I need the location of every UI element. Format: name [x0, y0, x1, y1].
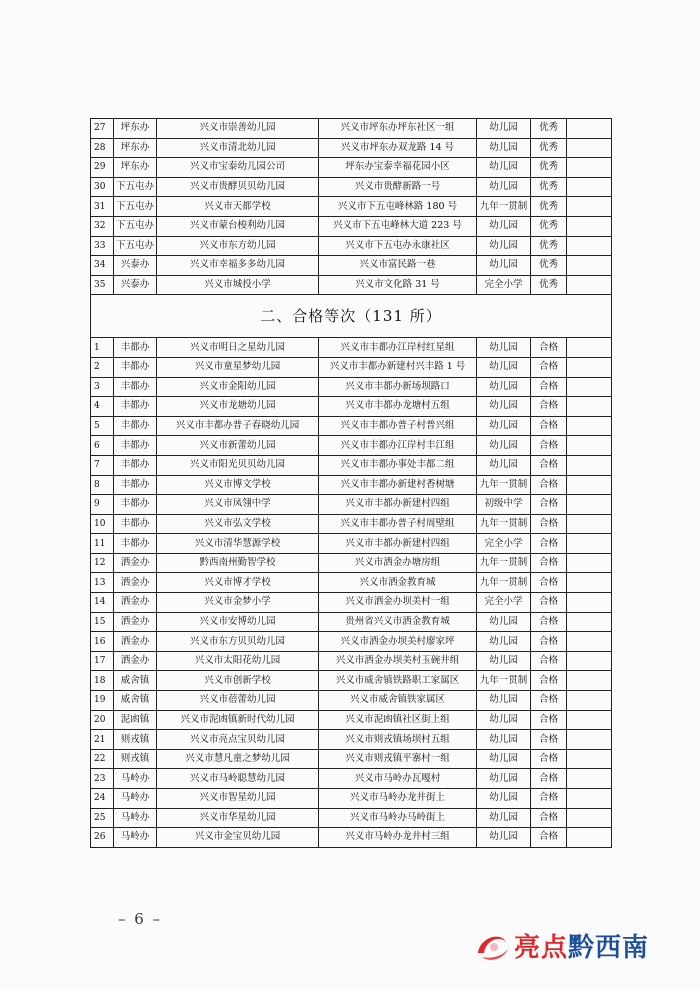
row-address: 兴义市威舍镇铁家属区: [319, 691, 477, 711]
row-district: 丰都办: [114, 377, 157, 397]
row-blank: [567, 177, 612, 197]
row-number: 12: [91, 553, 114, 573]
row-district: 泥凼镇: [114, 710, 157, 730]
table-row: [91, 691, 612, 711]
row-school-name: 兴义市金阳幼儿园: [157, 377, 319, 397]
row-blank: [567, 593, 612, 613]
row-school-type: 幼儿园: [477, 177, 531, 197]
row-district: 丰都办: [114, 357, 157, 377]
row-school-name: 兴义市城投小学: [157, 275, 319, 295]
row-blank: [567, 808, 612, 828]
table-row: [91, 769, 612, 789]
row-grade: 优秀: [531, 138, 567, 158]
section-heading-row: [91, 295, 612, 338]
row-school-name: 兴义市东方贝贝幼儿园: [157, 632, 319, 652]
row-grade: 合格: [531, 514, 567, 534]
row-school-name: 兴义市明日之星幼儿园: [157, 338, 319, 358]
row-district: 洒金办: [114, 593, 157, 613]
row-district: 下五屯办: [114, 236, 157, 256]
row-school-name: 兴义市创新学校: [157, 671, 319, 691]
row-number: 25: [91, 808, 114, 828]
row-address: 兴义市下五屯峰林大道 223 号: [319, 216, 477, 236]
row-blank: [567, 475, 612, 495]
row-number: 3: [91, 377, 114, 397]
row-blank: [567, 789, 612, 809]
row-district: 马岭办: [114, 789, 157, 809]
row-address: 兴义市威舍镇铁路职工家属区: [319, 671, 477, 691]
table-row: [91, 197, 612, 217]
row-blank: [567, 514, 612, 534]
row-grade: 合格: [531, 377, 567, 397]
row-school-name: 兴义市马岭聪慧幼儿园: [157, 769, 319, 789]
row-address: 兴义市丰都办江岸村丰江组: [319, 436, 477, 456]
row-blank: [567, 730, 612, 750]
row-district: 洒金办: [114, 612, 157, 632]
row-number: 30: [91, 177, 114, 197]
table-row: [91, 416, 612, 436]
row-district: 坪东办: [114, 158, 157, 178]
row-blank: [567, 495, 612, 515]
row-school-name: 兴义市金梦小学: [157, 593, 319, 613]
table-row: [91, 256, 612, 276]
row-number: 26: [91, 828, 114, 848]
row-district: 威舍镇: [114, 671, 157, 691]
row-address: 兴义市富民路一巷: [319, 256, 477, 276]
row-school-name: 兴义市龙塘幼儿园: [157, 397, 319, 417]
row-number: 10: [91, 514, 114, 534]
row-number: 32: [91, 216, 114, 236]
row-school-type: 完全小学: [477, 275, 531, 295]
qualified-rows: [91, 338, 612, 847]
row-address: 兴义市丰都办事处丰都二组: [319, 455, 477, 475]
row-number: 11: [91, 534, 114, 554]
row-blank: [567, 197, 612, 217]
row-address: 兴义市丰都办新建村四组: [319, 534, 477, 554]
row-number: 13: [91, 573, 114, 593]
table-row: [91, 534, 612, 554]
table-row: [91, 789, 612, 809]
row-school-name: 兴义市慧凡童之梦幼儿园: [157, 749, 319, 769]
row-school-type: 九年一贯制: [477, 573, 531, 593]
table-row: [91, 495, 612, 515]
row-school-name: 兴义市亮点宝贝幼儿园: [157, 730, 319, 750]
row-blank: [567, 138, 612, 158]
row-number: 29: [91, 158, 114, 178]
row-school-type: 幼儿园: [477, 730, 531, 750]
row-district: 兴泰办: [114, 275, 157, 295]
table-row: [91, 397, 612, 417]
row-number: 2: [91, 357, 114, 377]
row-grade: 合格: [531, 749, 567, 769]
table-row: [91, 216, 612, 236]
table-row: [91, 455, 612, 475]
row-school-type: 九年一贯制: [477, 197, 531, 217]
table-row: [91, 808, 612, 828]
row-district: 兴泰办: [114, 256, 157, 276]
watermark-text-red: 亮点: [514, 932, 569, 963]
row-district: 下五屯办: [114, 216, 157, 236]
row-grade: 合格: [531, 593, 567, 613]
row-grade: 优秀: [531, 158, 567, 178]
row-address: 兴义市坪东办坪东社区一组: [319, 119, 477, 139]
row-grade: 合格: [531, 651, 567, 671]
row-school-type: 幼儿园: [477, 749, 531, 769]
row-address: 兴义市丰都办新建村香树塘: [319, 475, 477, 495]
row-blank: [567, 573, 612, 593]
row-number: 14: [91, 593, 114, 613]
watermark-text-blue: 黔西南: [568, 932, 650, 963]
row-school-name: 兴义市太阳花幼儿园: [157, 651, 319, 671]
row-number: 8: [91, 475, 114, 495]
section-heading: 二、合格等次（131 所）: [91, 295, 612, 338]
row-school-name: 兴义市新蕾幼儿园: [157, 436, 319, 456]
row-blank: [567, 651, 612, 671]
table-row: [91, 573, 612, 593]
row-district: 则戎镇: [114, 749, 157, 769]
row-district: 丰都办: [114, 338, 157, 358]
row-school-type: 幼儿园: [477, 436, 531, 456]
row-grade: 合格: [531, 808, 567, 828]
row-district: 下五屯办: [114, 177, 157, 197]
row-school-type: 幼儿园: [477, 377, 531, 397]
row-grade: 合格: [531, 730, 567, 750]
row-district: 马岭办: [114, 828, 157, 848]
row-number: 16: [91, 632, 114, 652]
row-address: 兴义市洒金办坝美村廖家坪: [319, 632, 477, 652]
row-school-name: 兴义市童星梦幼儿园: [157, 357, 319, 377]
table-row: [91, 475, 612, 495]
row-school-name: 黔西南州勤智学校: [157, 553, 319, 573]
row-school-type: 幼儿园: [477, 808, 531, 828]
row-grade: 合格: [531, 553, 567, 573]
excellent-rows: [91, 119, 612, 295]
row-address: 兴义市丰都办普子村周壁组: [319, 514, 477, 534]
table-row: [91, 632, 612, 652]
row-school-name: 兴义市泥凼镇新时代幼儿园: [157, 710, 319, 730]
row-number: 5: [91, 416, 114, 436]
table-row: [91, 730, 612, 750]
table-row: [91, 377, 612, 397]
row-number: 19: [91, 691, 114, 711]
row-blank: [567, 357, 612, 377]
row-district: 洒金办: [114, 632, 157, 652]
row-school-type: 幼儿园: [477, 357, 531, 377]
row-district: 丰都办: [114, 416, 157, 436]
row-number: 18: [91, 671, 114, 691]
row-number: 9: [91, 495, 114, 515]
row-district: 洒金办: [114, 573, 157, 593]
row-grade: 优秀: [531, 197, 567, 217]
row-school-type: 九年一贯制: [477, 475, 531, 495]
row-blank: [567, 710, 612, 730]
row-grade: 合格: [531, 416, 567, 436]
row-blank: [567, 158, 612, 178]
row-school-name: 兴义市金宝贝幼儿园: [157, 828, 319, 848]
row-blank: [567, 553, 612, 573]
row-number: 1: [91, 338, 114, 358]
row-school-type: 完全小学: [477, 593, 531, 613]
row-district: 丰都办: [114, 397, 157, 417]
row-district: 丰都办: [114, 475, 157, 495]
row-address: 兴义市洒金办坝美村玉碗井组: [319, 651, 477, 671]
row-school-type: 幼儿园: [477, 236, 531, 256]
row-school-name: 兴义市博文学校: [157, 475, 319, 495]
table-row: [91, 514, 612, 534]
school-rating-table: [90, 118, 612, 848]
table-row: [91, 671, 612, 691]
row-grade: 合格: [531, 338, 567, 358]
row-school-name: 兴义市蓓蕾幼儿园: [157, 691, 319, 711]
row-school-name: 兴义市清北幼儿园: [157, 138, 319, 158]
row-school-type: 初级中学: [477, 495, 531, 515]
row-school-name: 兴义市安博幼儿园: [157, 612, 319, 632]
row-address: 兴义市丰都办江岸村红星组: [319, 338, 477, 358]
table-row: [91, 158, 612, 178]
row-school-type: 幼儿园: [477, 612, 531, 632]
row-blank: [567, 612, 612, 632]
row-district: 威舍镇: [114, 691, 157, 711]
row-district: 下五屯办: [114, 197, 157, 217]
watermark-logo: [472, 925, 649, 965]
row-school-type: 幼儿园: [477, 119, 531, 139]
row-grade: 合格: [531, 534, 567, 554]
row-address: 兴义市马岭办龙井村三组: [319, 828, 477, 848]
table-row: [91, 436, 612, 456]
row-district: 则戎镇: [114, 730, 157, 750]
row-grade: 合格: [531, 828, 567, 848]
row-school-type: 幼儿园: [477, 338, 531, 358]
row-school-name: 兴义市智星幼儿园: [157, 789, 319, 809]
table-row: [91, 593, 612, 613]
row-address: 兴义市洒金办塘房组: [319, 553, 477, 573]
row-district: 马岭办: [114, 808, 157, 828]
row-district: 洒金办: [114, 651, 157, 671]
row-grade: 优秀: [531, 177, 567, 197]
page-number: – 6 –: [118, 910, 163, 928]
row-number: 23: [91, 769, 114, 789]
table-row: [91, 177, 612, 197]
row-grade: 合格: [531, 612, 567, 632]
table-row: [91, 612, 612, 632]
table-row: [91, 749, 612, 769]
row-address: 兴义市丰都办普子村普兴组: [319, 416, 477, 436]
row-district: 丰都办: [114, 534, 157, 554]
row-school-name: 兴义市阳光贝贝幼儿园: [157, 455, 319, 475]
row-number: 7: [91, 455, 114, 475]
row-address: 兴义市下五屯峰林路 180 号: [319, 197, 477, 217]
row-number: 31: [91, 197, 114, 217]
row-blank: [567, 455, 612, 475]
row-school-type: 幼儿园: [477, 789, 531, 809]
row-number: 20: [91, 710, 114, 730]
row-district: 洒金办: [114, 553, 157, 573]
row-blank: [567, 119, 612, 139]
row-district: 丰都办: [114, 495, 157, 515]
row-address: 兴义市丰都办新建村兴丰路 1 号: [319, 357, 477, 377]
row-school-type: 完全小学: [477, 534, 531, 554]
row-grade: 合格: [531, 691, 567, 711]
table-row: [91, 651, 612, 671]
row-blank: [567, 632, 612, 652]
row-address: 坪东办宝泰幸福花园小区: [319, 158, 477, 178]
row-number: 35: [91, 275, 114, 295]
row-number: 22: [91, 749, 114, 769]
row-number: 15: [91, 612, 114, 632]
row-blank: [567, 691, 612, 711]
row-school-name: 兴义市蒙台梭利幼儿园: [157, 216, 319, 236]
row-blank: [567, 377, 612, 397]
row-grade: 优秀: [531, 216, 567, 236]
row-address: 贵州省兴义市洒金教育城: [319, 612, 477, 632]
row-school-name: 兴义市凤翎中学: [157, 495, 319, 515]
row-grade: 合格: [531, 632, 567, 652]
row-blank: [567, 416, 612, 436]
row-school-type: 幼儿园: [477, 828, 531, 848]
table-row: [91, 710, 612, 730]
swirl-logo-icon: [472, 925, 512, 965]
row-number: 27: [91, 119, 114, 139]
row-address: 兴义市坪东办双龙路 14 号: [319, 138, 477, 158]
row-address: 兴义市泥凼镇社区街上组: [319, 710, 477, 730]
row-district: 丰都办: [114, 436, 157, 456]
row-address: 兴义市丰都办新建村四组: [319, 495, 477, 515]
row-school-type: 九年一贯制: [477, 671, 531, 691]
table-row: [91, 553, 612, 573]
row-school-name: 兴义市幸福多多幼儿园: [157, 256, 319, 276]
row-blank: [567, 216, 612, 236]
row-number: 17: [91, 651, 114, 671]
row-blank: [567, 338, 612, 358]
row-grade: 合格: [531, 769, 567, 789]
row-number: 24: [91, 789, 114, 809]
row-blank: [567, 256, 612, 276]
row-blank: [567, 671, 612, 691]
row-school-name: 兴义市宝泰幼儿园公司: [157, 158, 319, 178]
row-school-name: 兴义市天都学校: [157, 197, 319, 217]
row-school-name: 兴义市丰都办普子春晓幼儿园: [157, 416, 319, 436]
row-school-type: 幼儿园: [477, 632, 531, 652]
row-district: 坪东办: [114, 119, 157, 139]
row-school-name: 兴义市崇善幼儿园: [157, 119, 319, 139]
row-grade: 合格: [531, 397, 567, 417]
row-grade: 合格: [531, 475, 567, 495]
row-address: 兴义市洒金办坝美村一组: [319, 593, 477, 613]
row-blank: [567, 769, 612, 789]
row-address: 兴义市贵酵新路一号: [319, 177, 477, 197]
row-address: 兴义市丰都办新场坝路口: [319, 377, 477, 397]
row-school-type: 幼儿园: [477, 138, 531, 158]
row-school-type: 幼儿园: [477, 256, 531, 276]
row-district: 丰都办: [114, 514, 157, 534]
row-address: 兴义市则戎镇场坝村五组: [319, 730, 477, 750]
row-number: 4: [91, 397, 114, 417]
row-address: 兴义市丰都办龙塘村五组: [319, 397, 477, 417]
table-row: [91, 275, 612, 295]
row-grade: 合格: [531, 789, 567, 809]
row-blank: [567, 828, 612, 848]
row-grade: 优秀: [531, 236, 567, 256]
row-district: 坪东办: [114, 138, 157, 158]
row-school-type: 幼儿园: [477, 691, 531, 711]
row-address: 兴义市马岭办瓦嘎村: [319, 769, 477, 789]
row-address: 兴义市马岭办龙井街上: [319, 789, 477, 809]
row-school-type: 幼儿园: [477, 710, 531, 730]
row-school-name: 兴义市贵酵贝贝幼儿园: [157, 177, 319, 197]
table-row: [91, 357, 612, 377]
row-grade: 合格: [531, 495, 567, 515]
row-grade: 合格: [531, 710, 567, 730]
row-school-name: 兴义市清华慧源学校: [157, 534, 319, 554]
table-row: [91, 119, 612, 139]
row-school-name: 兴义市东方幼儿园: [157, 236, 319, 256]
row-grade: 优秀: [531, 256, 567, 276]
row-school-type: 幼儿园: [477, 158, 531, 178]
row-address: 兴义市马岭办马岭街上: [319, 808, 477, 828]
row-number: 28: [91, 138, 114, 158]
table-row: [91, 338, 612, 358]
row-grade: 优秀: [531, 119, 567, 139]
row-grade: 优秀: [531, 275, 567, 295]
row-address: 兴义市文化路 31 号: [319, 275, 477, 295]
row-school-type: 幼儿园: [477, 397, 531, 417]
row-number: 34: [91, 256, 114, 276]
row-blank: [567, 436, 612, 456]
row-grade: 合格: [531, 357, 567, 377]
row-school-name: 兴义市博才学校: [157, 573, 319, 593]
row-school-name: 兴义市华星幼儿园: [157, 808, 319, 828]
row-address: 兴义市则戎镇平寨村一组: [319, 749, 477, 769]
row-blank: [567, 749, 612, 769]
row-school-type: 九年一贯制: [477, 514, 531, 534]
row-district: 丰都办: [114, 455, 157, 475]
table-row: [91, 828, 612, 848]
row-school-type: 幼儿园: [477, 216, 531, 236]
row-school-name: 兴义市弘文学校: [157, 514, 319, 534]
row-number: 33: [91, 236, 114, 256]
table-row: [91, 138, 612, 158]
row-address: 兴义市洒金教育城: [319, 573, 477, 593]
row-grade: 合格: [531, 455, 567, 475]
row-number: 21: [91, 730, 114, 750]
row-blank: [567, 534, 612, 554]
row-blank: [567, 275, 612, 295]
row-district: 马岭办: [114, 769, 157, 789]
row-school-type: 幼儿园: [477, 651, 531, 671]
row-school-type: 幼儿园: [477, 416, 531, 436]
row-address: 兴义市下五屯办永康社区: [319, 236, 477, 256]
row-school-type: 幼儿园: [477, 769, 531, 789]
row-grade: 合格: [531, 436, 567, 456]
row-blank: [567, 236, 612, 256]
row-number: 6: [91, 436, 114, 456]
row-school-type: 九年一贯制: [477, 553, 531, 573]
row-school-type: 幼儿园: [477, 455, 531, 475]
table-row: [91, 236, 612, 256]
row-grade: 合格: [531, 671, 567, 691]
row-grade: 合格: [531, 573, 567, 593]
row-blank: [567, 397, 612, 417]
